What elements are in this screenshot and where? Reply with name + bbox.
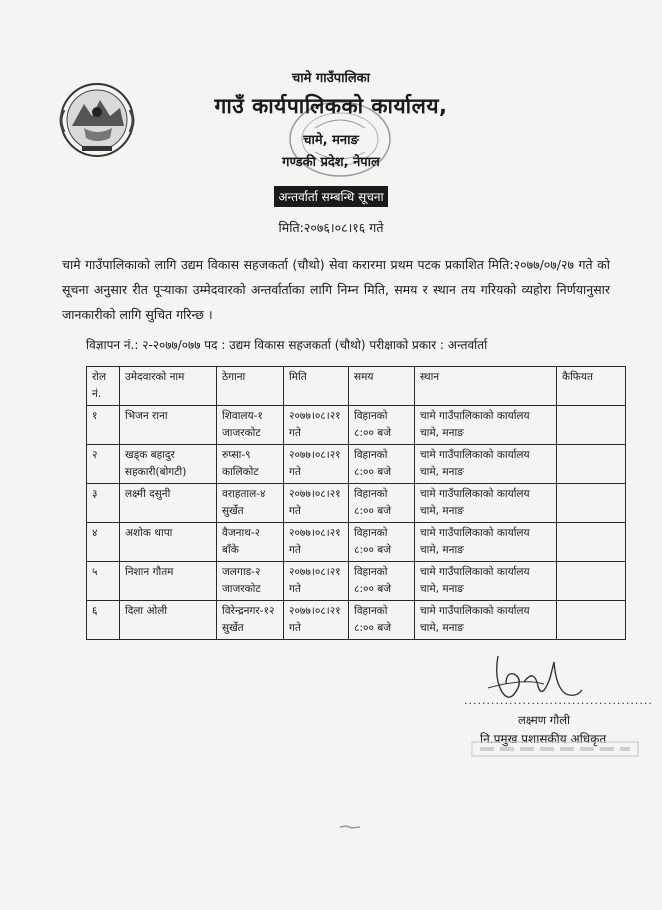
cell-name: खड्क बहादुर सहकारी(बोगटी) — [120, 445, 217, 484]
cell-remarks — [557, 562, 626, 601]
notice-date: मिति:२०७६।०८।१६ गते — [278, 220, 384, 235]
table-header-row — [87, 367, 626, 406]
cell-venue: चामे गाउँपालिकाको कार्यालय चामे, मनाङ — [415, 523, 557, 562]
signatory-designation: नि.प्रमुख प्रशासकीय अधिकृत — [480, 732, 607, 746]
table-row — [87, 406, 626, 445]
cell-address: विरेन्द्रनगर-१२ सुर्खेत — [217, 601, 284, 640]
col-date: मिति — [284, 367, 349, 406]
cell-roll: ५ — [87, 562, 120, 601]
cell-remarks — [557, 406, 626, 445]
office-address: चामे, मनाङ — [303, 133, 359, 148]
cell-venue: चामे गाउँपालिकाको कार्यालय चामे, मनाङ — [415, 562, 557, 601]
cell-address: जलगाड-२ जाजरकोट — [217, 562, 284, 601]
table-row — [87, 445, 626, 484]
cell-date: २०७७।०८।२१ गते — [284, 523, 349, 562]
table-row — [87, 523, 626, 562]
office-title: गाउँ कार्यपालिकको कार्यालय, — [214, 94, 448, 118]
cell-time: विहानको ८:०० बजे — [349, 562, 415, 601]
cell-time: विहानको ८:०० बजे — [349, 523, 415, 562]
cell-time: विहानको ८:०० बजे — [349, 406, 415, 445]
col-candidate-name: उमेदवारको नाम — [120, 367, 217, 406]
cell-roll: २ — [87, 445, 120, 484]
designation-stamp-imprint — [470, 738, 640, 758]
col-venue: स्थान — [415, 367, 557, 406]
cell-address: वैजनाथ-२ बाँके — [217, 523, 284, 562]
cell-name: दिला ओली — [120, 601, 217, 640]
cell-roll: ६ — [87, 601, 120, 640]
cell-venue: चामे गाउँपालिकाको कार्यालय चामे, मनाङ — [415, 484, 557, 523]
office-province: गण्डकी प्रदेश, नेपाल — [282, 155, 380, 170]
cell-address: वराहताल-४ सुर्खेत — [217, 484, 284, 523]
cell-time: विहानको ८:०० बजे — [349, 445, 415, 484]
cell-remarks — [557, 601, 626, 640]
cell-date: २०७७।०८।२१ गते — [284, 562, 349, 601]
notice-title-wrap — [0, 186, 662, 207]
notice-title: अन्तर्वार्ता सम्बन्धि सूचना — [274, 186, 387, 207]
table-row — [87, 484, 626, 523]
cell-roll: १ — [87, 406, 120, 445]
table-row — [87, 601, 626, 640]
cell-remarks — [557, 484, 626, 523]
col-time: समय — [349, 367, 415, 406]
signature-line: .......................................... — [464, 694, 653, 707]
cell-name: निशान गौतम — [120, 562, 217, 601]
cell-date: २०७७।०८।२१ गते — [284, 601, 349, 640]
cell-time: विहानको ८:०० बजे — [349, 484, 415, 523]
cell-remarks — [557, 523, 626, 562]
scan-mark — [338, 822, 364, 832]
cell-name: भिजन राना — [120, 406, 217, 445]
cell-venue: चामे गाउँपालिकाको कार्यालय चामे, मनाङ — [415, 406, 557, 445]
col-roll-no: रोल नं. — [87, 367, 120, 406]
cell-name: लक्ष्मी दसुनी — [120, 484, 217, 523]
cell-date: २०७७।०८।२१ गते — [284, 406, 349, 445]
notice-paragraph: चामे गाउँपालिकाको लागि उद्यम विकास सहजकर्ता (चौथो) सेवा करारमा प्रथम पटक प्रकाशित मिति:२०७७/०७/२७ गते को सूचना अनुसार रीत पूर्‍याका उम्मेदवारको अन्तर्वार्ताका लागि निम्न मिति, समय र स्थान तय गरियको व्यहोरा निर्णयानुसार जानकारीको लागि सुचित गरिन्छ । — [62, 257, 610, 322]
cell-roll: ३ — [87, 484, 120, 523]
candidate-table — [86, 366, 626, 640]
municipality-name: चामे गाउँपालिका — [291, 71, 370, 86]
signatory-name: लक्ष्मण गौली — [518, 713, 570, 727]
cell-time: विहानको ८:०० बजे — [349, 601, 415, 640]
cell-name: अशोक थापा — [120, 523, 217, 562]
table-row — [87, 562, 626, 601]
cell-roll: ४ — [87, 523, 120, 562]
cell-address: रुप्सा-९ कालिकोट — [217, 445, 284, 484]
advertisement-line: विज्ञापन नं.: २-२०७७/०७७ पद : उद्यम विकास सहजकर्ता (चौथो) परीक्षाको प्रकार : अन्तर्वार्ता — [86, 338, 488, 352]
col-address: ठेगाना — [217, 367, 284, 406]
cell-date: २०७७।०८।२१ गते — [284, 445, 349, 484]
cell-venue: चामे गाउँपालिकाको कार्यालय चामे, मनाङ — [415, 445, 557, 484]
cell-remarks — [557, 445, 626, 484]
cell-venue: चामे गाउँपालिकाको कार्यालय चामे, मनाङ — [415, 601, 557, 640]
cell-address: शिवालय-१ जाजरकोट — [217, 406, 284, 445]
col-remarks: कैफियत — [557, 367, 626, 406]
cell-date: २०७७।०८।२१ गते — [284, 484, 349, 523]
